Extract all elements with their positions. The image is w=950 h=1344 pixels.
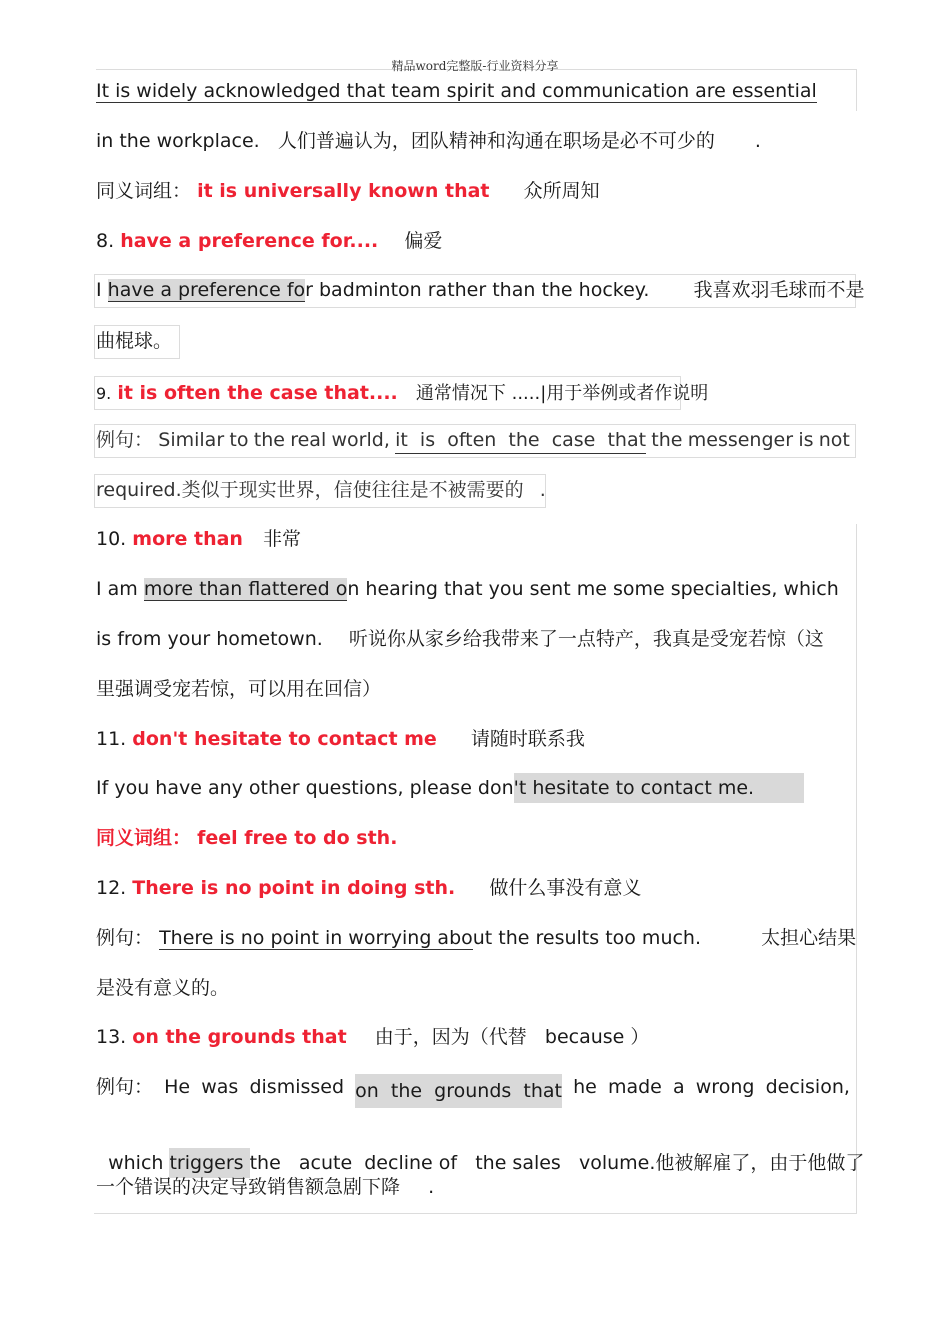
item11-example	[96, 775, 804, 801]
example-text: ut the results too much.	[472, 927, 702, 949]
example-word: to	[229, 429, 249, 451]
example-text: If you have any other questions, please don	[96, 777, 514, 799]
synonym-chinese: 众所周知	[523, 180, 600, 202]
item-phrase: have a preference for....	[120, 230, 379, 252]
intro-english-line-1	[96, 78, 817, 104]
example-text: I am	[96, 578, 144, 600]
item-number: 13.	[96, 1026, 127, 1048]
example-chinese: 一个错误的决定导致销售额急剧下降	[96, 1176, 401, 1198]
item13-heading	[96, 1024, 649, 1050]
example-word: messenger	[687, 429, 794, 451]
intro-english-line-2: in the workplace.	[96, 130, 260, 152]
example-word: decision,	[765, 1076, 850, 1098]
example-text: n hearing that you sent me some specialties, which	[347, 578, 839, 600]
example-word: world,	[331, 429, 390, 451]
example-dot: .	[539, 479, 546, 501]
item8-example	[96, 277, 864, 303]
example-text: is from your hometown.	[96, 628, 323, 650]
item-phrase: more than	[132, 528, 243, 550]
example-chinese: 听说你从家乡给我带来了一点特产，我真是受宠若惊（这	[348, 628, 824, 650]
example-word: the	[651, 429, 683, 451]
example-word: wrong	[695, 1076, 755, 1098]
item8-example-line-2	[96, 328, 172, 354]
highlighted-phrase: more than flattered o	[143, 578, 348, 600]
highlighted-phrase: 't hesitate to contact me.	[514, 773, 804, 803]
example-word: a	[672, 1076, 685, 1098]
example-chinese: 是没有意义的。	[96, 977, 230, 999]
item13-example-line-3	[96, 1174, 434, 1200]
example-word: dismissed	[249, 1076, 345, 1098]
item-phrase: There is no point in doing sth.	[132, 877, 456, 899]
item-chinese: 偏爱	[404, 230, 443, 252]
item-chinese: 非常	[263, 528, 302, 550]
highlighted-phrase: have a preference fo	[107, 279, 306, 301]
item12-example	[96, 925, 856, 951]
item13-example	[96, 1074, 850, 1108]
example-word: Similar	[158, 429, 225, 451]
intro-dot: .	[754, 130, 761, 152]
item11-heading	[96, 726, 585, 752]
example-word: he	[573, 1076, 597, 1098]
item8-heading	[96, 228, 442, 254]
highlighted-phrase: on the grounds that	[355, 1074, 562, 1108]
highlighted-phrase: triggers	[169, 1148, 249, 1178]
item10-example	[96, 576, 839, 602]
item10-example-line-3	[96, 676, 381, 702]
item-phrase: on the grounds that	[132, 1026, 347, 1048]
example-word: was	[201, 1076, 239, 1098]
synonym-label: 同义词组：	[96, 180, 192, 202]
item12-example-line-2	[96, 975, 229, 1001]
item11-synonym	[96, 825, 397, 851]
item-chinese-word: because	[544, 1026, 625, 1048]
example-word: made	[607, 1076, 662, 1098]
example-chinese: 类似于现实世界，信使往往是不被需要的	[181, 479, 524, 501]
item-chinese: 通常情况下 .....|用于举例或者作说明	[415, 383, 709, 404]
item13-example-line-2	[96, 1124, 864, 1176]
item-chinese: 请随时联系我	[470, 728, 585, 750]
example-label: 例句：	[96, 1076, 154, 1098]
item9-example-line-2	[96, 477, 546, 503]
example-word: not	[818, 429, 850, 451]
example-chinese: 里强调受宠若惊，可以用在回信）	[96, 678, 382, 700]
item10-heading	[96, 526, 301, 552]
bottom-frame-line	[94, 1213, 856, 1214]
example-label: 例句：	[96, 927, 154, 949]
item9-heading	[96, 380, 708, 407]
underlined-phrase: it is often the case that	[395, 427, 646, 454]
right-frame-line-2	[856, 524, 857, 1214]
example-word: real	[290, 429, 327, 451]
right-frame-line	[856, 69, 857, 111]
item-phrase: don't hesitate to contact me	[132, 728, 437, 750]
page-header: 精品word完整版-行业资料分享	[391, 59, 559, 73]
item-number: 10.	[96, 528, 127, 550]
item-number: 8.	[96, 230, 115, 252]
item12-heading	[96, 875, 641, 901]
synonym-phrase: it is universally known that	[197, 180, 490, 202]
example-chinese: 他被解雇了，由于他做了	[655, 1152, 865, 1174]
underlined-phrase: There is no point in worrying abo	[159, 927, 473, 949]
synonym-label: 同义词组：	[96, 827, 192, 849]
example-text: the acute decline of the sales volume.	[249, 1152, 656, 1174]
item-number: 11.	[96, 728, 127, 750]
item-number: 12.	[96, 877, 127, 899]
example-chinese: 太担心结果	[761, 927, 857, 949]
example-word: is	[798, 429, 814, 451]
example-word: He	[164, 1076, 191, 1098]
example-label: 例句：	[96, 429, 154, 451]
intro-sentence: It is widely acknowledged that team spirit and communication are essential	[96, 80, 817, 102]
synonym-phrase: feel free to do sth.	[197, 827, 398, 849]
item-number: 9.	[96, 384, 112, 403]
item-chinese: 由于，因为（代替	[374, 1026, 527, 1048]
example-word: the	[253, 429, 285, 451]
example-chinese: 我喜欢羽毛球而不是	[693, 279, 865, 301]
intro-synonym-line	[96, 178, 600, 204]
example-text: I	[96, 279, 108, 301]
example-text: r badminton rather than the hockey.	[305, 279, 650, 301]
item-phrase: it is often the case that....	[117, 382, 398, 404]
intro-line-2	[96, 128, 761, 154]
item9-example	[96, 427, 850, 454]
item10-example-line-2	[96, 626, 824, 652]
example-dot: .	[428, 1176, 435, 1198]
example-text: required.	[96, 479, 182, 501]
intro-chinese: 人们普遍认为，团队精神和沟通在职场是必不可少的	[277, 130, 715, 152]
item-chinese: 做什么事没有意义	[489, 877, 642, 899]
example-text: which	[108, 1152, 170, 1174]
item-chinese-close: ）	[630, 1026, 650, 1048]
example-chinese: 曲棍球。	[96, 330, 173, 352]
